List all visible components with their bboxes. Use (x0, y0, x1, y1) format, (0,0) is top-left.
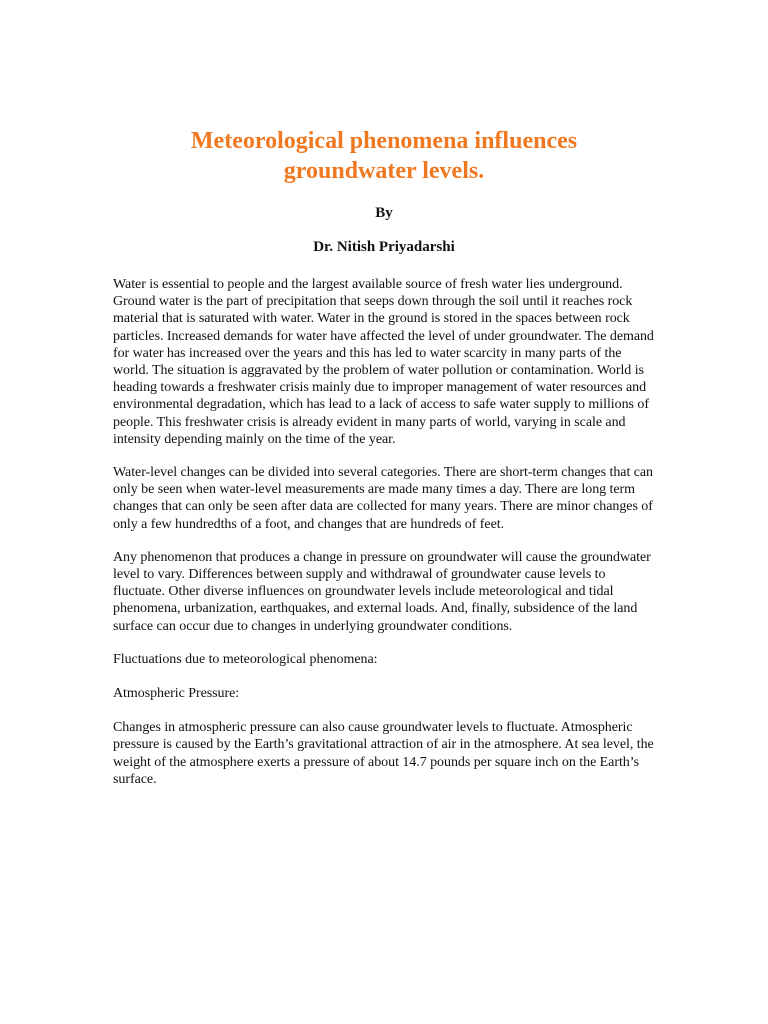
paragraph-atmospheric-pressure-heading: Atmospheric Pressure: (113, 686, 240, 702)
paragraph-pressure-phenomenon: Any phenomenon that produces a change in pressure on groundwater will cause the groundwater level to vary. Differences between supply and withdrawal of groundwater cause levels to fluctuate. Other diverse influences on groundwater levels include meteorological and tidal phenomena, urbanization, earthquakes, and external loads. And, finally, subsidence of the land surface can occur due to changes in underlying groundwater conditions. (113, 549, 651, 634)
title-line-2: groundwater levels. (283, 158, 485, 184)
title-line-1: Meteorological phenomena influences (190, 128, 578, 154)
document-body (113, 276, 658, 804)
byline-by: By (375, 205, 393, 221)
document-title (100, 126, 668, 186)
paragraph-intro: Water is essential to people and the largest available source of fresh water lies underground. Ground water is the part of precipitation that seeps down through the soil until it reaches rock material that is saturated with water. Water in the ground is stored in the spaces between rock particles. Increased demands for water have affected the level of under groundwater. The demand for water has increased over the years and this has led to water scarcity in many parts of the world. The situation is aggravated by the problem of water pollution or contamination. World is heading towards a freshwater crisis mainly due to improper management of water resources and environmental degradation, which has lead to a lack of access to safe water supply to millions of people. This freshwater crisis is already evident in many parts of world, varying in scale and intensity depending mainly on the time of the year. (113, 277, 654, 447)
paragraph-atmospheric-pressure: Changes in atmospheric pressure can also cause groundwater levels to fluctuate. Atmospheric pressure is caused by the Earth’s gravitational attraction of air in the atmosphere. At sea level, the weight of the atmosphere exerts a pressure of about 14.7 pounds per square inch on the Earth’s surface. (113, 720, 654, 787)
author-name: Dr. Nitish Priyadarshi (313, 239, 455, 255)
paragraph-fluctuations-heading: Fluctuations due to meteorological phenomena: (113, 651, 378, 667)
paragraph-water-level-changes: Water-level changes can be divided into several categories. There are short-term changes that can only be seen when water-level measurements are made many times a day. There are long term changes that can only be seen after data are collected for many years. There are minor changes of only a few hundredths of a foot, and changes that are hundreds of feet. (113, 465, 654, 532)
